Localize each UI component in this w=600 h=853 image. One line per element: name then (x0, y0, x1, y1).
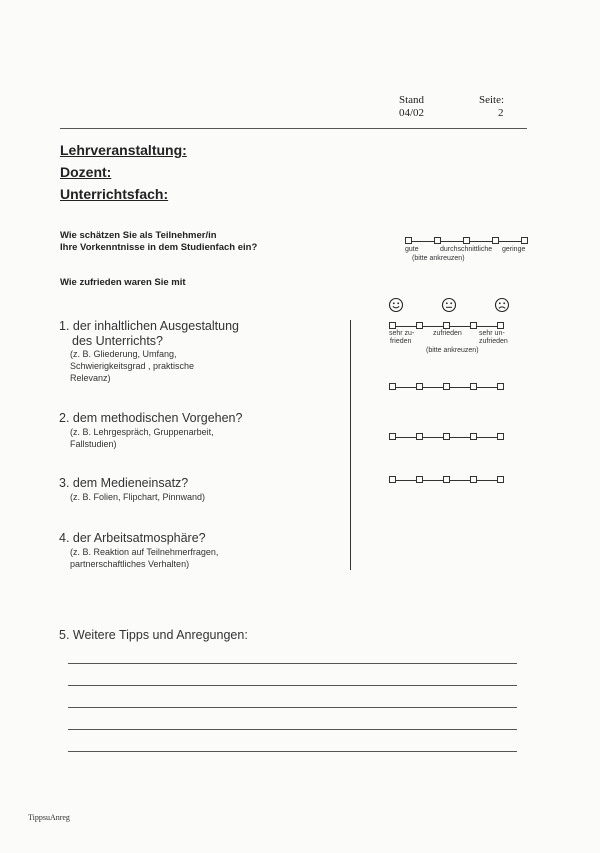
q1-option-5[interactable] (497, 322, 504, 329)
seite-label: Seite: (479, 94, 505, 106)
rating-2-option-4[interactable] (470, 383, 477, 390)
rating-3-option-3[interactable] (443, 433, 450, 440)
smiley-neutral-icon (441, 297, 457, 313)
rating-4-option-3[interactable] (443, 476, 450, 483)
tipps-line-1[interactable] (68, 663, 517, 664)
label-sehr-zufrieden-1: sehr zu- (389, 330, 415, 337)
vorkenntnisse-question-line1: Wie schätzen Sie als Teilnehmer/in (60, 230, 217, 241)
q1-option-3[interactable] (443, 322, 450, 329)
rating-scale-3 (389, 433, 504, 441)
label-sehr-unzufrieden-1: sehr un- (479, 330, 505, 337)
tipps-label: 5. Weitere Tipps und Anregungen: (59, 628, 248, 642)
q1-scale (389, 322, 504, 330)
rating-3-option-1[interactable] (389, 433, 396, 440)
rating-scale-2 (389, 383, 504, 391)
q2-sub-line1: (z. B. Lehrgespräch, Gruppenarbeit, (70, 427, 214, 437)
vorkenntnisse-label-durchschnittliche: durchschnittliche (440, 246, 493, 253)
vorkenntnisse-option-1[interactable] (405, 237, 412, 244)
rating-scale-4 (389, 476, 504, 484)
q1-sub-line1: (z. B. Gliederung, Umfang, (70, 349, 177, 359)
q1-option-4[interactable] (470, 322, 477, 329)
rating-2-option-2[interactable] (416, 383, 423, 390)
stand-value: 04/02 (399, 107, 425, 119)
rating-3-option-5[interactable] (497, 433, 504, 440)
q2-title: 2. dem methodischen Vorgehen? (59, 411, 243, 425)
header-rule (60, 128, 527, 129)
vorkenntnisse-label-gute: gute (405, 246, 419, 253)
q1-sub-line3: Relevanz) (70, 373, 111, 383)
tipps-line-5[interactable] (68, 751, 517, 752)
rating-4-option-4[interactable] (470, 476, 477, 483)
field-unterrichtsfach: Unterrichtsfach: (60, 186, 169, 202)
tipps-line-4[interactable] (68, 729, 517, 730)
seite-value: 2 (498, 107, 504, 119)
vorkenntnisse-option-4[interactable] (492, 237, 499, 244)
q4-title: 4. der Arbeitsatmosphäre? (59, 531, 206, 545)
tipps-line-3[interactable] (68, 707, 517, 708)
footer-code: TippsuAnreg (28, 813, 70, 822)
rating-2-option-3[interactable] (443, 383, 450, 390)
q1-option-2[interactable] (416, 322, 423, 329)
q3-sub-line1: (z. B. Folien, Flipchart, Pinnwand) (70, 492, 206, 502)
smiley-sad-icon (494, 297, 510, 313)
label-sehr-zufrieden-2: frieden (390, 338, 412, 345)
rating-2-option-5[interactable] (497, 383, 504, 390)
rating-3-option-4[interactable] (470, 433, 477, 440)
zufrieden-heading: Wie zufrieden waren Sie mit (60, 277, 186, 288)
vorkenntnisse-hint: (bitte ankreuzen) (412, 255, 465, 262)
rating-4-option-1[interactable] (389, 476, 396, 483)
rating-4-option-5[interactable] (497, 476, 504, 483)
vorkenntnisse-option-5[interactable] (521, 237, 528, 244)
label-sehr-unzufrieden-2: zufrieden (479, 338, 508, 345)
rating-2-option-1[interactable] (389, 383, 396, 390)
tipps-line-2[interactable] (68, 685, 517, 686)
q4-sub-line1: (z. B. Reaktion auf Teilnehmerfragen, (70, 547, 219, 557)
stand-label: Stand (399, 94, 425, 106)
vorkenntnisse-option-2[interactable] (434, 237, 441, 244)
vorkenntnisse-question-line2: Ihre Vorkenntnisse in dem Studienfach ein? (60, 242, 258, 253)
field-lehrveranstaltung: Lehrveranstaltung: (60, 142, 187, 158)
vorkenntnisse-scale (405, 237, 528, 245)
label-zufrieden: zufrieden (433, 330, 462, 337)
rating-3-option-2[interactable] (416, 433, 423, 440)
vertical-divider (350, 320, 351, 570)
q4-sub-line2: partnerschaftliches Verhalten) (70, 559, 190, 569)
q3-title: 3. dem Medieneinsatz? (59, 476, 189, 490)
q1-sub-line2: Schwierigkeitsgrad , praktische (70, 361, 195, 371)
q1-title-line2: des Unterrichts? (72, 334, 164, 348)
scale-hint: (bitte ankreuzen) (426, 347, 479, 354)
rating-4-option-2[interactable] (416, 476, 423, 483)
vorkenntnisse-label-geringe: geringe (502, 246, 526, 253)
q1-title-line1: 1. der inhaltlichen Ausgestaltung (59, 319, 239, 333)
smiley-happy-icon (388, 297, 404, 313)
vorkenntnisse-option-3[interactable] (463, 237, 470, 244)
q1-option-1[interactable] (389, 322, 396, 329)
field-dozent: Dozent: (60, 164, 112, 180)
q2-sub-line2: Fallstudien) (70, 439, 117, 449)
